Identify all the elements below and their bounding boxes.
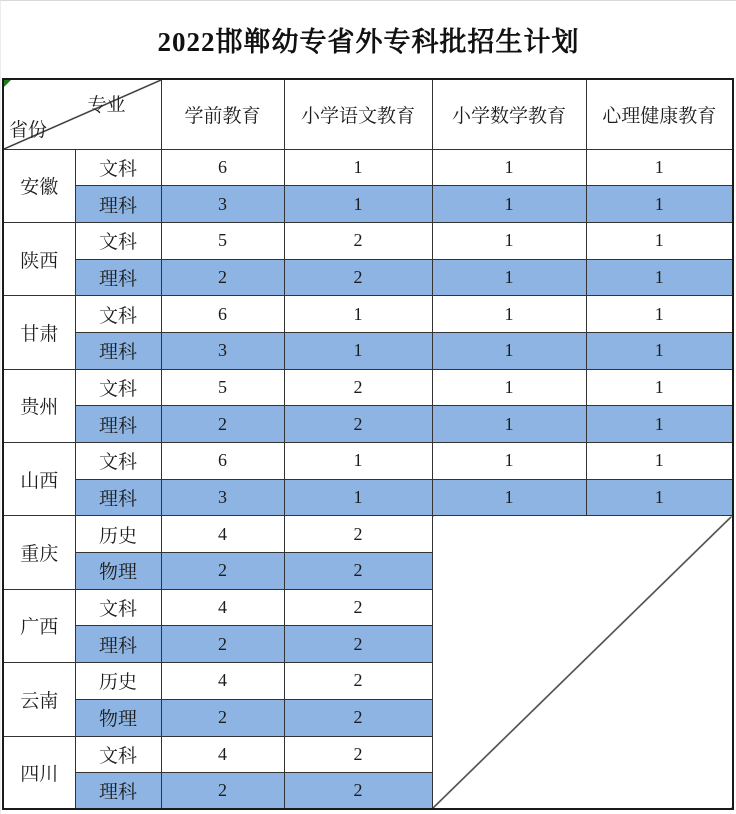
corner-label-province: 省份 bbox=[9, 119, 48, 141]
value-cell: 1 bbox=[284, 443, 432, 480]
table-row bbox=[3, 332, 733, 369]
province-cell: 安徽 bbox=[3, 149, 75, 222]
category-cell: 文科 bbox=[75, 149, 161, 186]
value-cell: 2 bbox=[161, 406, 284, 443]
value-cell: 2 bbox=[284, 773, 432, 810]
enrollment-table bbox=[2, 78, 734, 810]
table-row bbox=[3, 222, 733, 259]
table-row bbox=[3, 479, 733, 516]
page-title: 2022邯郸幼专省外专科批招生计划 bbox=[157, 27, 580, 57]
value-cell: 1 bbox=[432, 296, 586, 333]
column-header-primary-math-education: 小学数学教育 bbox=[432, 79, 586, 149]
value-cell: 1 bbox=[284, 296, 432, 333]
corner-header-cell bbox=[3, 79, 161, 149]
category-cell: 文科 bbox=[75, 443, 161, 480]
value-cell: 2 bbox=[284, 259, 432, 296]
value-cell: 2 bbox=[161, 773, 284, 810]
value-cell: 1 bbox=[432, 259, 586, 296]
category-cell: 物理 bbox=[75, 699, 161, 736]
table-row bbox=[3, 406, 733, 443]
value-cell: 1 bbox=[432, 149, 586, 186]
category-cell: 历史 bbox=[75, 516, 161, 553]
category-cell: 理科 bbox=[75, 406, 161, 443]
value-cell: 4 bbox=[161, 589, 284, 626]
value-cell: 1 bbox=[586, 332, 733, 369]
value-cell: 2 bbox=[284, 369, 432, 406]
category-cell: 理科 bbox=[75, 479, 161, 516]
value-cell: 2 bbox=[284, 222, 432, 259]
title-band bbox=[1, 1, 736, 78]
value-cell: 3 bbox=[161, 186, 284, 223]
value-cell: 2 bbox=[161, 699, 284, 736]
category-cell: 理科 bbox=[75, 259, 161, 296]
table-row bbox=[3, 369, 733, 406]
value-cell: 1 bbox=[586, 369, 733, 406]
empty-region-diagonal bbox=[432, 516, 733, 810]
category-cell: 理科 bbox=[75, 332, 161, 369]
value-cell: 6 bbox=[161, 296, 284, 333]
value-cell: 5 bbox=[161, 369, 284, 406]
province-cell: 陕西 bbox=[3, 222, 75, 295]
value-cell: 1 bbox=[432, 222, 586, 259]
province-cell: 甘肃 bbox=[3, 296, 75, 369]
cell-corner-marker-icon bbox=[4, 80, 11, 87]
value-cell: 6 bbox=[161, 443, 284, 480]
value-cell: 2 bbox=[284, 699, 432, 736]
value-cell: 2 bbox=[161, 626, 284, 663]
value-cell: 1 bbox=[432, 406, 586, 443]
category-cell: 文科 bbox=[75, 589, 161, 626]
category-cell: 理科 bbox=[75, 773, 161, 810]
table-row bbox=[3, 186, 733, 223]
value-cell: 2 bbox=[284, 589, 432, 626]
value-cell: 2 bbox=[284, 406, 432, 443]
value-cell: 3 bbox=[161, 332, 284, 369]
value-cell: 1 bbox=[586, 222, 733, 259]
value-cell: 6 bbox=[161, 149, 284, 186]
category-cell: 文科 bbox=[75, 369, 161, 406]
value-cell: 3 bbox=[161, 479, 284, 516]
corner-label-major: 专业 bbox=[87, 95, 126, 116]
category-cell: 理科 bbox=[75, 626, 161, 663]
category-cell: 理科 bbox=[75, 186, 161, 223]
table-row bbox=[3, 259, 733, 296]
value-cell: 1 bbox=[284, 479, 432, 516]
value-cell: 1 bbox=[432, 479, 586, 516]
value-cell: 1 bbox=[432, 443, 586, 480]
province-cell: 贵州 bbox=[3, 369, 75, 442]
value-cell: 1 bbox=[586, 479, 733, 516]
value-cell: 4 bbox=[161, 736, 284, 773]
value-cell: 2 bbox=[284, 736, 432, 773]
value-cell: 2 bbox=[161, 553, 284, 590]
category-cell: 文科 bbox=[75, 222, 161, 259]
value-cell: 1 bbox=[586, 186, 733, 223]
value-cell: 2 bbox=[284, 553, 432, 590]
value-cell: 1 bbox=[432, 369, 586, 406]
header-row bbox=[3, 79, 733, 149]
value-cell: 4 bbox=[161, 663, 284, 700]
value-cell: 1 bbox=[586, 443, 733, 480]
value-cell: 1 bbox=[284, 149, 432, 186]
value-cell: 1 bbox=[432, 332, 586, 369]
table-row bbox=[3, 516, 733, 553]
value-cell: 1 bbox=[586, 406, 733, 443]
province-cell: 广西 bbox=[3, 589, 75, 662]
value-cell: 1 bbox=[586, 296, 733, 333]
table-row bbox=[3, 296, 733, 333]
province-cell: 四川 bbox=[3, 736, 75, 809]
province-cell: 山西 bbox=[3, 443, 75, 516]
column-header-preschool-education: 学前教育 bbox=[161, 79, 284, 149]
value-cell: 4 bbox=[161, 516, 284, 553]
value-cell: 1 bbox=[284, 186, 432, 223]
category-cell: 物理 bbox=[75, 553, 161, 590]
value-cell: 1 bbox=[284, 332, 432, 369]
value-cell: 2 bbox=[284, 626, 432, 663]
table-body bbox=[3, 149, 733, 809]
table-row bbox=[3, 443, 733, 480]
province-cell: 云南 bbox=[3, 663, 75, 736]
province-cell: 重庆 bbox=[3, 516, 75, 589]
value-cell: 5 bbox=[161, 222, 284, 259]
column-header-primary-chinese-education: 小学语文教育 bbox=[284, 79, 432, 149]
column-header-mental-health-education: 心理健康教育 bbox=[586, 79, 733, 149]
table-row bbox=[3, 149, 733, 186]
value-cell: 1 bbox=[586, 259, 733, 296]
table-header bbox=[3, 79, 733, 149]
category-cell: 历史 bbox=[75, 663, 161, 700]
value-cell: 2 bbox=[284, 516, 432, 553]
value-cell: 1 bbox=[586, 149, 733, 186]
category-cell: 文科 bbox=[75, 736, 161, 773]
value-cell: 1 bbox=[432, 186, 586, 223]
value-cell: 2 bbox=[284, 663, 432, 700]
category-cell: 文科 bbox=[75, 296, 161, 333]
value-cell: 2 bbox=[161, 259, 284, 296]
